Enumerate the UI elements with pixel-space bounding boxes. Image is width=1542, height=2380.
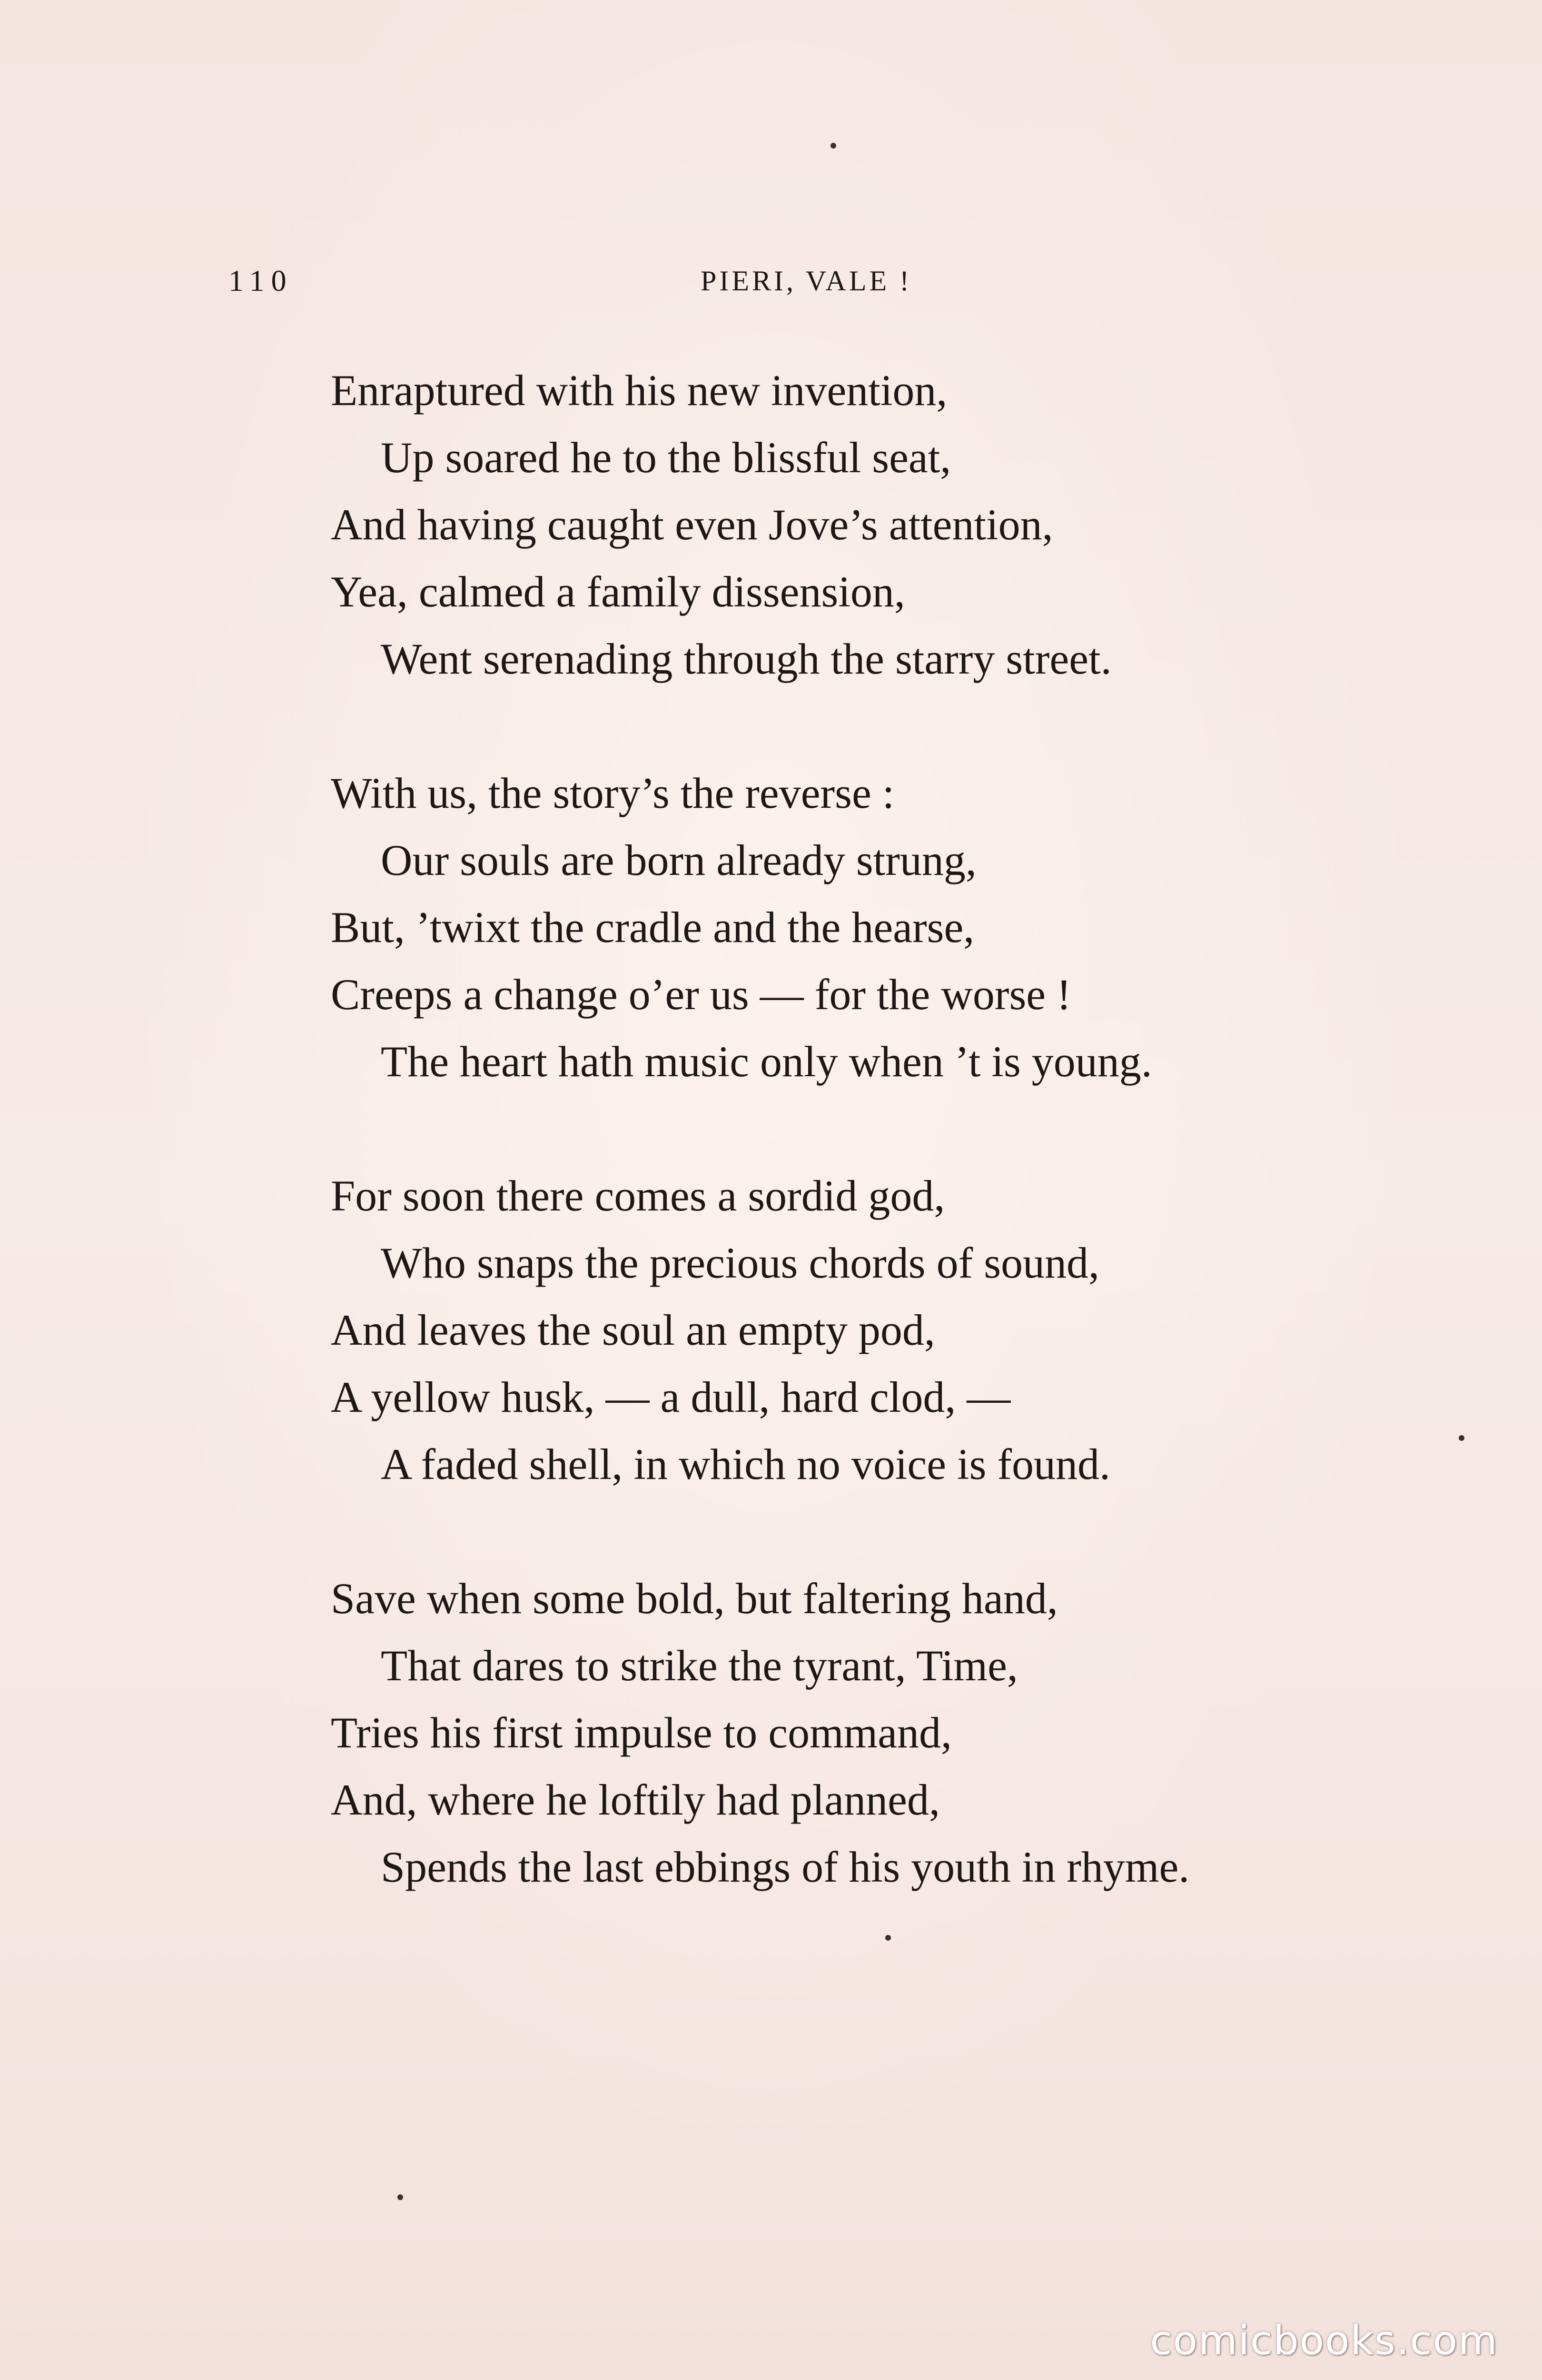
poem	[331, 357, 1425, 1901]
poem-line: Save when some bold, but faltering hand,	[331, 1574, 1058, 1623]
poem-line: Who snaps the precious chords of sound,	[381, 1239, 1100, 1287]
poem-line: A yellow husk, — a dull, hard clod, —	[331, 1373, 1011, 1421]
stanza-break	[331, 1498, 1425, 1565]
running-head: PIERI, VALE !	[701, 265, 912, 297]
poem-line: With us, the story’s the reverse :	[331, 769, 895, 817]
poem-line: A faded shell, in which no voice is found.	[381, 1440, 1111, 1488]
poem-line: Our souls are born already strung,	[381, 836, 977, 884]
stanza-break	[331, 1095, 1425, 1162]
page-number: 110	[228, 264, 293, 298]
paper-speck	[830, 143, 836, 149]
poem-line: But, ’twixt the cradle and the hearse,	[331, 903, 975, 952]
stanza	[331, 760, 1425, 1095]
stanza	[331, 1162, 1425, 1498]
stanza-break	[331, 693, 1425, 760]
poem-line: Yea, calmed a family dissension,	[331, 567, 905, 616]
poem-line: That dares to strike the tyrant, Time,	[381, 1641, 1018, 1690]
poem-line: Tries his first impulse to command,	[331, 1708, 952, 1757]
poem-line: The heart hath music only when ’t is young.	[381, 1037, 1152, 1086]
poem-line: Enraptured with his new invention,	[331, 366, 948, 415]
stanza	[331, 1565, 1425, 1901]
poem-line: And leaves the soul an empty pod,	[331, 1306, 935, 1354]
page-header	[228, 259, 1271, 302]
poem-line: And having caught even Jove’s attention,	[331, 500, 1053, 549]
poem-line: Spends the last ebbings of his youth in rhyme.	[381, 1843, 1190, 1891]
poem-line: Up soared he to the blissful seat,	[381, 433, 951, 482]
poem-line: Creeps a change o’er us — for the worse !	[331, 970, 1071, 1019]
paper-speck	[885, 1935, 891, 1941]
poem-line: For soon there comes a sordid god,	[331, 1171, 945, 1220]
site-watermark: comicbooks.com	[1150, 2317, 1498, 2364]
stanza	[331, 357, 1425, 693]
poem-line: Went serenading through the starry street.	[381, 635, 1112, 683]
paper-speck	[397, 2194, 403, 2200]
paper-speck	[1459, 1435, 1464, 1441]
poem-line: And, where he loftily had planned,	[331, 1775, 940, 1824]
